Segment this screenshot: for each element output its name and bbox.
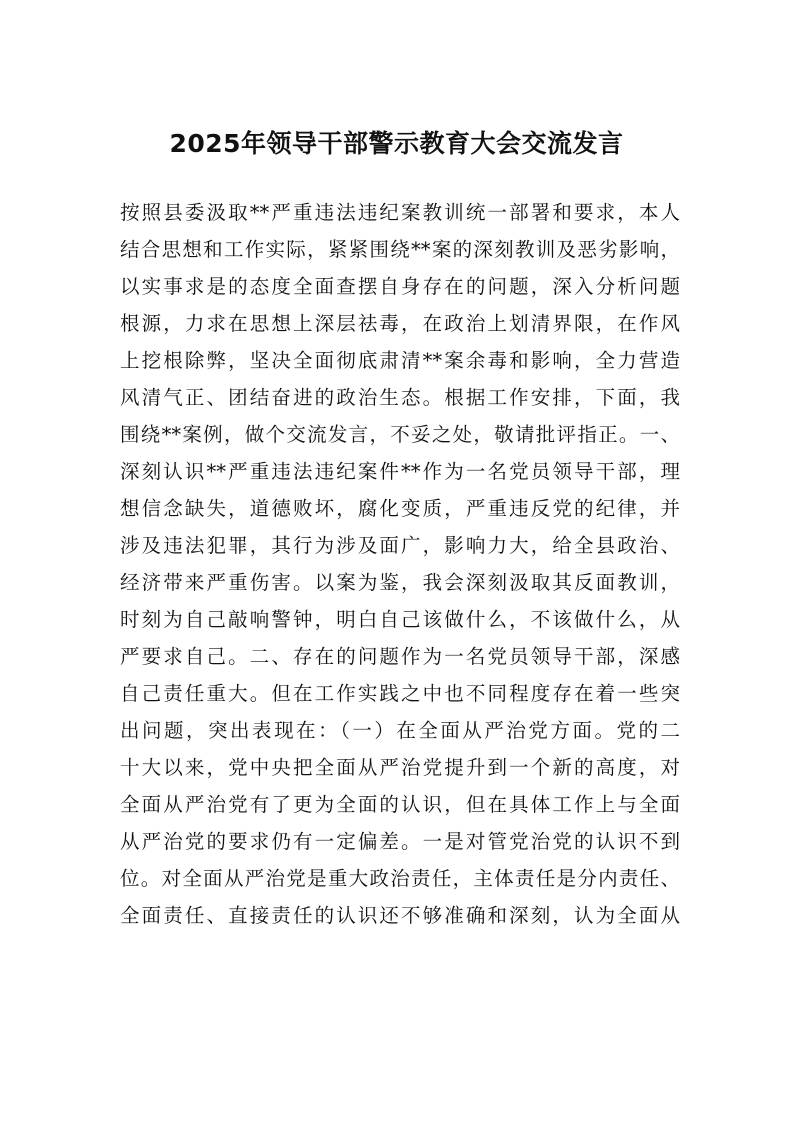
body-line: 十大以来，党中央把全面从严治党提升到一个新的高度，对 [120,756,680,779]
body-line: 根源，力求在思想上深层祛毒，在政治上划清界限，在作风 [120,312,680,335]
body-line: 从严治党的要求仍有一定偏差。一是对管党治党的认识不到 [120,830,680,853]
document-title: 2025年领导干部警示教育大会交流发言 [169,129,624,158]
body-line: 自己责任重大。但在工作实践之中也不同程度存在着一些突 [120,682,680,705]
body-line: 想信念缺失，道德败坏，腐化变质，严重违反党的纪律，并 [120,497,680,520]
body-line: 出问题，突出表现在：（一）在全面从严治党方面。党的二 [120,719,680,742]
body-line: 严要求自己。二、存在的问题作为一名党员领导干部，深感 [120,645,680,668]
body-line: 上挖根除弊，坚决全面彻底肃清**案余毒和影响，全力营造 [120,349,680,372]
body-line: 深刻认识**严重违法违纪案件**作为一名党员领导干部，理 [120,460,680,483]
body-line: 按照县委汲取**严重违法违纪案教训统一部署和要求，本人 [120,201,680,224]
body-line: 围绕**案例，做个交流发言，不妥之处，敬请批评指正。一、 [120,423,680,446]
body-line: 全面从严治党有了更为全面的认识，但在具体工作上与全面 [120,793,680,816]
body-line: 涉及违法犯罪，其行为涉及面广，影响力大，给全县政治、 [120,534,680,557]
body-line: 结合思想和工作实际，紧紧围绕**案的深刻教训及恶劣影响， [120,238,680,261]
body-line: 位。对全面从严治党是重大政治责任，主体责任是分内责任、 [120,867,680,890]
body-line: 经济带来严重伤害。以案为鉴，我会深刻汲取其反面教训， [120,571,680,594]
body-line: 全面责任、直接责任的认识还不够准确和深刻，认为全面从 [120,904,680,927]
body-line: 时刻为自己敲响警钟，明白自己该做什么，不该做什么，从 [120,608,680,631]
body-line: 以实事求是的态度全面查摆自身存在的问题，深入分析问题 [120,275,680,298]
document-body [120,194,680,934]
body-line: 风清气正、团结奋进的政治生态。根据工作安排，下面，我 [120,386,680,409]
